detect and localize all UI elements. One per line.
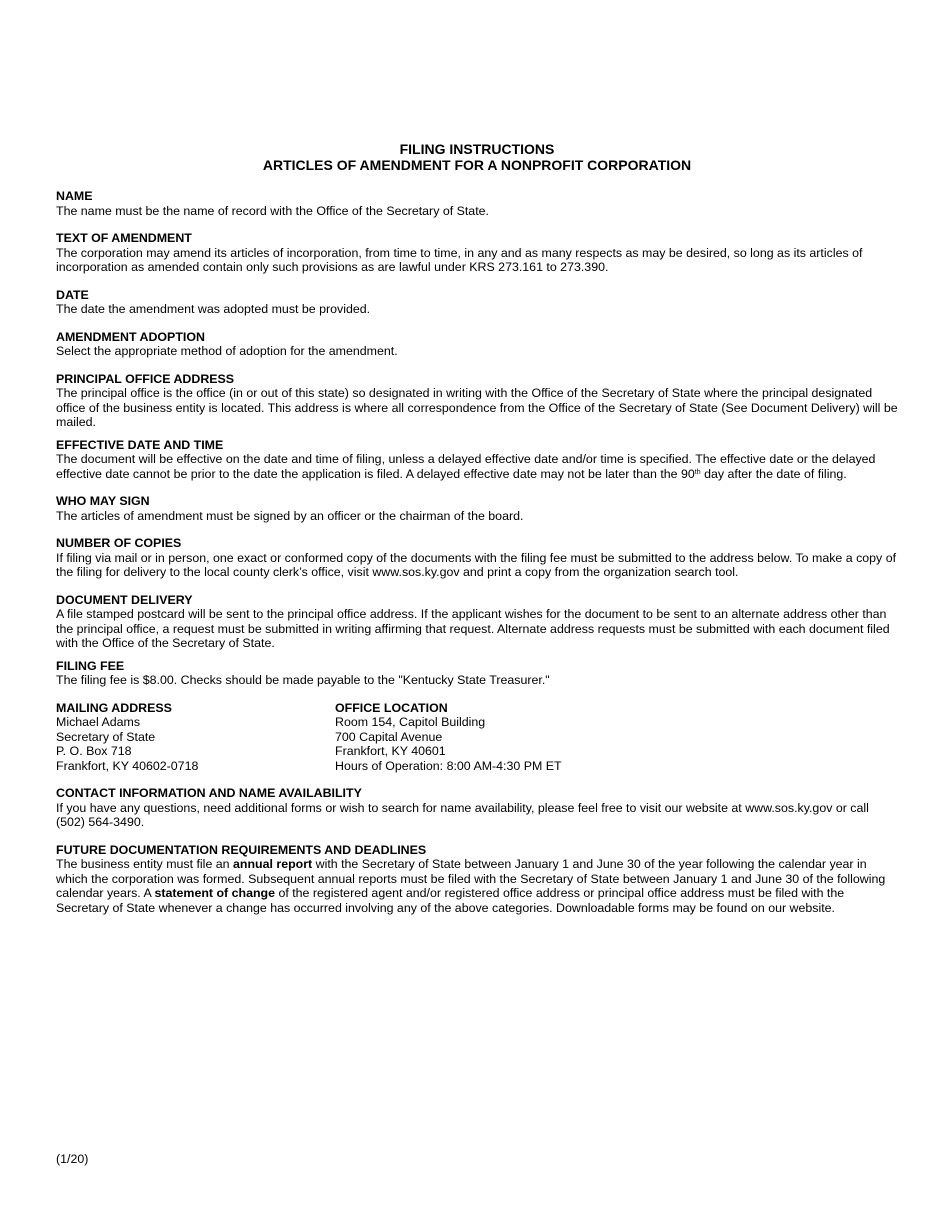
mailing-address-line: Michael Adams: [56, 715, 141, 729]
section-text-of-amendment: [56, 231, 898, 275]
section-name: [56, 189, 898, 218]
section-effective-date-and-time: [56, 438, 898, 482]
text-before: The document will be effective on the date and time of filing, unless a delayed effective date and/or time is specified. The effective date or the delayed effective date cannot be prior to the date the application is filed. A delayed effective date may not be later than the 90: [56, 452, 876, 481]
mailing-address-line: P. O. Box 718: [56, 744, 132, 758]
text-part: with the Secretary of State between January 1 and June 30 of the year following the calendar year in which the corporation was formed. Subsequent annual reports must be filed with the Secretary of State between January 1 and June 30 of the following calendar years. A: [56, 857, 886, 900]
section-heading: EFFECTIVE DATE AND TIME: [56, 437, 224, 452]
section-text: The principal office is the office (in or out of this state) so designated in writing with the Office of the Secretary of State where the principal designated office of the business entity is located. This address is where all correspondence from the Office of the Secretary of State (See Document Delivery) will be mailed.: [56, 386, 898, 429]
office-location-heading: OFFICE LOCATION: [335, 700, 448, 715]
section-text: The corporation may amend its articles of incorporation, from time to time, in any and as many respects as may be desired, so long as its articles of incorporation as amended contain only such provisions as are lawful under KRS 273.161 to 273.390.: [56, 245, 863, 274]
section-text: If you have any questions, need additional forms or wish to search for name availability, please feel free to visit our website at www.sos.ky.gov or call (502) 564-3490.: [56, 800, 869, 829]
section-future-documentation: [56, 843, 898, 916]
section-who-may-sign: [56, 494, 898, 523]
section-filing-fee: [56, 659, 898, 688]
section-heading: TEXT OF AMENDMENT: [56, 231, 192, 245]
section-amendment-adoption: [56, 330, 898, 359]
document-title: [56, 141, 898, 173]
section-text: [56, 857, 898, 915]
annual-report-emphasis: annual report: [233, 857, 313, 871]
section-text: A file stamped postcard will be sent to the principal office address. If the applicant wishes for the document to be sent to an alternate address other than the principal office, a request must be submitted in writing affirming that request. Alternate address requests must be submitted with each document filed with the Office of the Secretary of State.: [56, 607, 890, 650]
section-number-of-copies: [56, 536, 898, 580]
office-location-line: 700 Capital Avenue: [335, 729, 443, 744]
form-revision-code: (1/20): [56, 1152, 89, 1166]
section-text: The filing fee is $8.00. Checks should be made payable to the "Kentucky State Treasurer.": [56, 673, 550, 687]
mailing-address-heading: MAILING ADDRESS: [56, 700, 172, 715]
section-heading: CONTACT INFORMATION AND NAME AVAILABILITY: [56, 786, 362, 800]
section-text: The articles of amendment must be signed by an officer or the chairman of the board.: [56, 508, 524, 523]
section-heading: AMENDMENT ADOPTION: [56, 329, 205, 344]
section-document-delivery: [56, 593, 898, 651]
title-line-1: FILING INSTRUCTIONS: [399, 141, 555, 157]
mailing-address-line: Frankfort, KY 40602-0718: [56, 758, 199, 773]
section-date: [56, 288, 898, 317]
section-heading: NUMBER OF COPIES: [56, 536, 182, 550]
mailing-address-line: Secretary of State: [56, 729, 156, 744]
section-text: [56, 452, 898, 481]
section-text: The date the amendment was adopted must be provided.: [56, 302, 371, 316]
section-heading: DATE: [56, 287, 89, 302]
text-part: The business entity must file an: [56, 857, 233, 871]
office-location-line: Hours of Operation: 8:00 AM-4:30 PM ET: [335, 758, 562, 773]
text-after: day after the date of filing.: [700, 466, 847, 481]
text-part: of the registered agent and/or registered office address or principal office address must be filed with the Secretary of State whenever a change has occurred involving any of the above categories. Downloadable forms may be found on our website.: [56, 886, 845, 915]
section-heading: WHO MAY SIGN: [56, 494, 150, 508]
section-heading: FUTURE DOCUMENTATION REQUIREMENTS AND DEADLINES: [56, 842, 427, 857]
ordinal-suffix: th: [694, 468, 701, 476]
instructions-page: [56, 141, 898, 928]
office-location-line: Room 154, Capitol Building: [335, 715, 486, 729]
section-contact-information: [56, 786, 898, 830]
section-text: If filing via mail or in person, one exact or conformed copy of the documents with the filing fee must be submitted to the address below. To make a copy of the filing for delivery to the local county clerk’s office, visit www.sos.ky.gov and print a copy from the organization search tool.: [56, 550, 897, 579]
section-text: The name must be the name of record with the Office of the Secretary of State.: [56, 203, 489, 218]
office-location-line: Frankfort, KY 40601: [335, 744, 446, 758]
office-location: [335, 701, 614, 774]
address-block: [56, 701, 898, 774]
section-principal-office-address: [56, 372, 898, 430]
mailing-address: [56, 701, 335, 774]
section-heading: FILING FEE: [56, 658, 125, 673]
section-heading: DOCUMENT DELIVERY: [56, 592, 193, 607]
section-text: Select the appropriate method of adoption for the amendment.: [56, 344, 398, 358]
section-heading: PRINCIPAL OFFICE ADDRESS: [56, 371, 235, 386]
statement-of-change-emphasis: statement of change: [154, 886, 275, 900]
section-heading: NAME: [56, 189, 93, 203]
title-line-2: ARTICLES OF AMENDMENT FOR A NONPROFIT CORPORATION: [262, 157, 692, 173]
